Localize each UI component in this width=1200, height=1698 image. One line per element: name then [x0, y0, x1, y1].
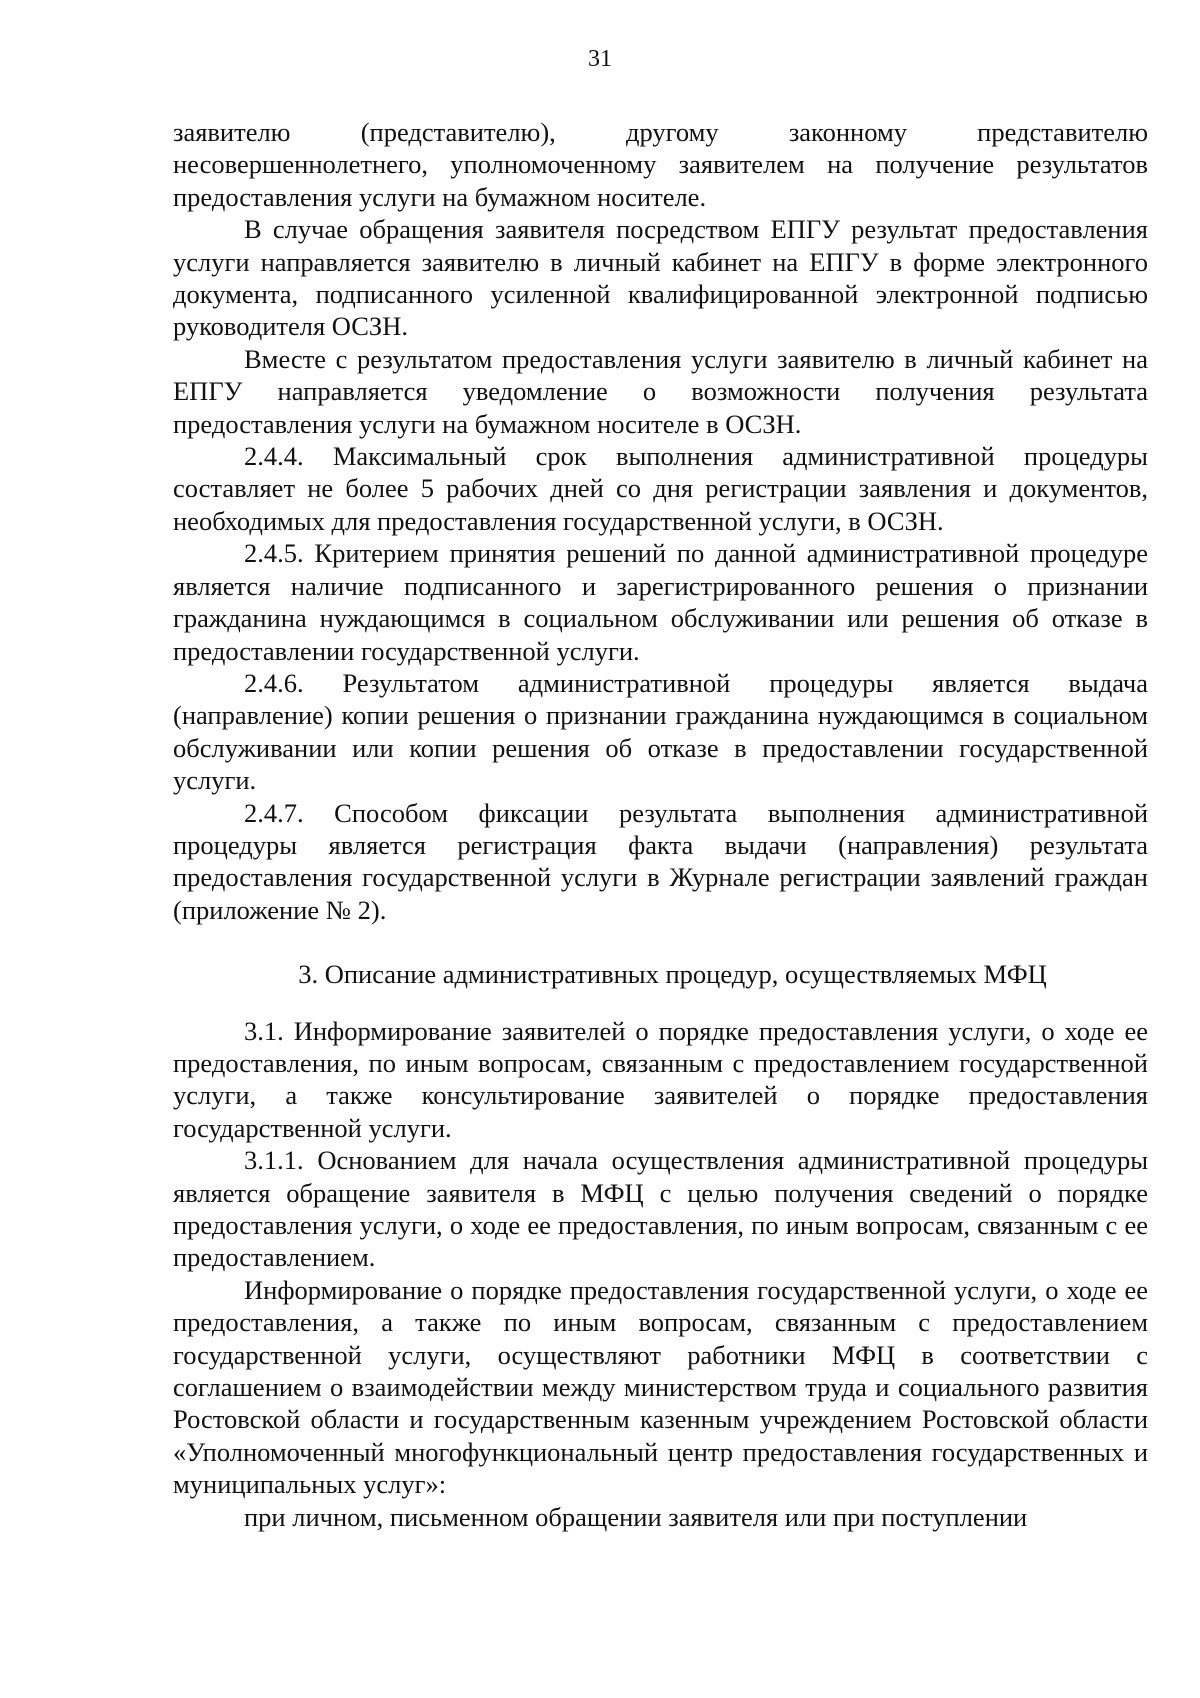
paragraph: В случае обращения заявителя посредством ЕПГУ результат предоставления услуги направляется заявителю в личный кабинет на ЕПГУ в форме электронного документа, подписанного усиленной квалифицированной электронной подписью руководителя ОСЗН.: [173, 214, 1148, 342]
paragraph-2-4-7: 2.4.7. Способом фиксации результата выполнения административной процедуры является регистрация факта выдачи (направления) результата предоставления государственной услуги в Журнале регистрации заявлений граждан (приложение № 2).: [173, 797, 1148, 925]
paragraph: Информирование о порядке предоставления государственной услуги, о ходе ее предоставления, а также по иным вопросам, связанным с предоставлением государственной услуги, осуществляют работники МФЦ в соответствии с соглашением о взаимодействии между министерством труда и социального развития Ростовской области и государственным казенным учреждением Ростовской области «Уполномоченный многофункциональный центр предоставления государственных и муниципальных услуг»:: [173, 1274, 1148, 1500]
paragraph-2-4-6: 2.4.6. Результатом административной процедуры является выдача (направление) копии решения о признании гражданина нуждающимся в социальном обслуживании или копии решения об отказе в предоставлении государственной услуги.: [173, 667, 1148, 796]
paragraph: Вместе с результатом предоставления услуги заявителю в личный кабинет на ЕПГУ направляется уведомление о возможности получения результата предоставления услуги на бумажном носителе в ОСЗН.: [173, 343, 1148, 439]
paragraph: при личном, письменном обращении заявителя или при поступлении: [244, 1501, 1028, 1532]
document-body: [173, 116, 1148, 1533]
paragraph: заявителю (представителю), другому законному представителю несовершеннолетнего, уполномоченному заявителем на получение результатов предоставления услуги на бумажном носителе.: [173, 117, 1148, 212]
paragraph-3-1-1: 3.1.1. Основанием для начала осуществления административной процедуры является обращение заявителя в МФЦ с целью получения сведений о порядке предоставления услуги, о ходе ее предоставления, по иным вопросам, связанным с ее предоставлением.: [173, 1145, 1148, 1273]
page-number: 31: [588, 46, 612, 72]
paragraph-2-4-5: 2.4.5. Критерием принятия решений по данной административной процедуре является наличие подписанного и зарегистрированного решения о признании гражданина нуждающимся в социальном обслуживании или решения об отказе в предоставлении государственной услуги.: [173, 538, 1148, 666]
paragraph-2-4-4: 2.4.4. Максимальный срок выполнения административной процедуры составляет не более 5 рабочих дней со дня регистрации заявления и документов, необходимых для предоставления государственной услуги, в ОСЗН.: [173, 441, 1148, 536]
section-heading: 3. Описание административных процедур, осуществляемых МФЦ: [298, 959, 1047, 990]
paragraph-3-1: 3.1. Информирование заявителей о порядке предоставления услуги, о ходе ее предоставления, по иным вопросам, связанным с предоставлением государственной услуги, а также консультирование заявителей о порядке предоставления государственной услуги.: [173, 1015, 1148, 1143]
